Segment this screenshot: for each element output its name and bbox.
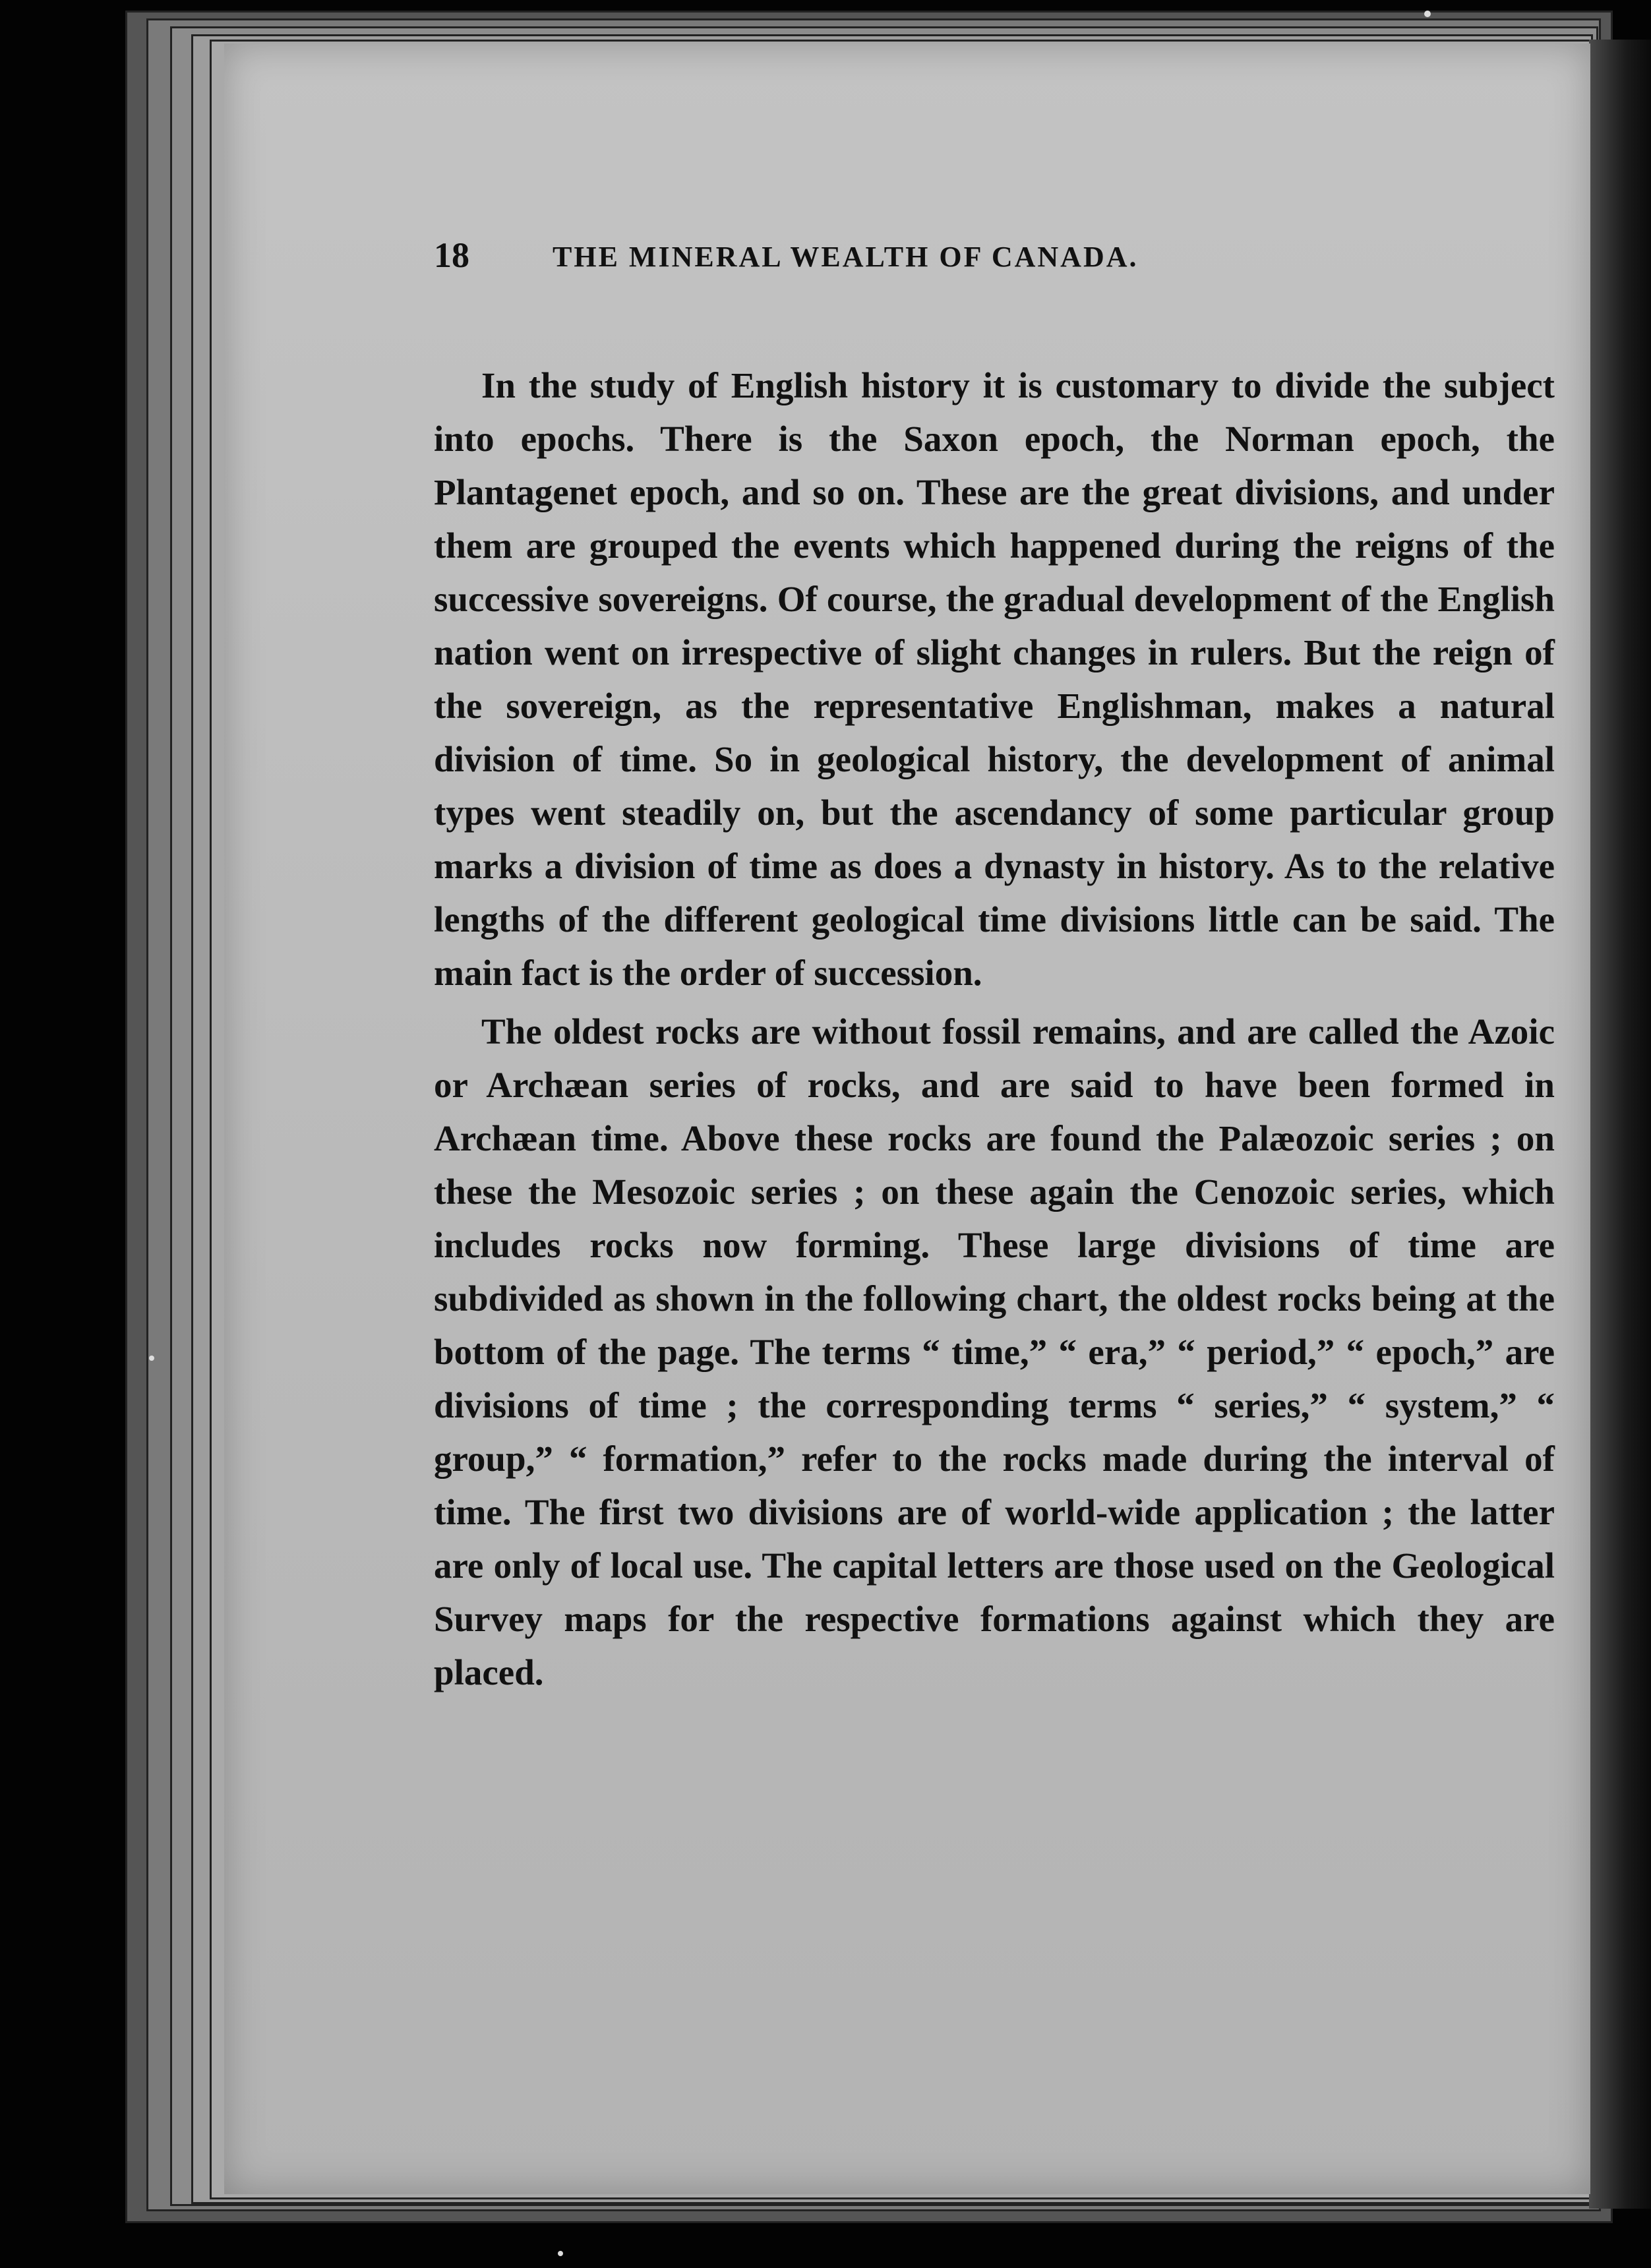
scan-speck [558,2251,563,2256]
book-binding-shadow [1589,40,1651,2209]
body-text [434,359,1555,1699]
scan-speck [149,1356,154,1361]
paragraph [434,359,1555,1000]
book-page [224,44,1590,2194]
page-number: 18 [434,235,469,275]
paragraph [434,1005,1555,1699]
paragraph-text: The oldest rocks are without fossil remains, and are called the Azoic or Archæan series of rocks, and are said to have been formed in Archæan time. Above these rocks are found the Palæozoic series ; on these the Mesozoic series ; on these again the Cenozoic series, which includes rocks now forming. These large divisions of time are subdivided as shown in the following chart, the oldest rocks being at the bottom of the page. The terms “ time,” “ era,” “ period,” “ epoch,” are divisions of time ; the corresponding terms “ series,” “ system,” “ group,” “ formation,” refer to the rocks made during the interval of time. The first two divisions are of world-wide application ; the latter are only of local use. The capital letters are those used on the Geological Survey maps for the respective formations against which they are placed. [434,1011,1555,1692]
scan-speck [1424,11,1431,17]
paragraph-text: In the study of English history it is customary to divide the subject into epochs. There is the Saxon epoch, the Norman epoch, the Plantagenet epoch, and so on. These are the great divisions, and under them are grouped the events which happened during the reigns of the successive sovereigns. Of course, the gradual development of the English nation went on irrespective of slight changes in rulers. But the reign of the sovereign, as the representative Englishman, makes a natural division of time. So in geological history, the development of animal types went steadily on, but the ascendancy of some particular group marks a division of time as does a dynasty in history. As to the relative lengths of the different geological time divisions little can be said. The main fact is the order of succession. [434,365,1555,993]
page-header [434,235,1528,281]
running-title: THE MINERAL WEALTH OF CANADA. [553,241,1139,273]
